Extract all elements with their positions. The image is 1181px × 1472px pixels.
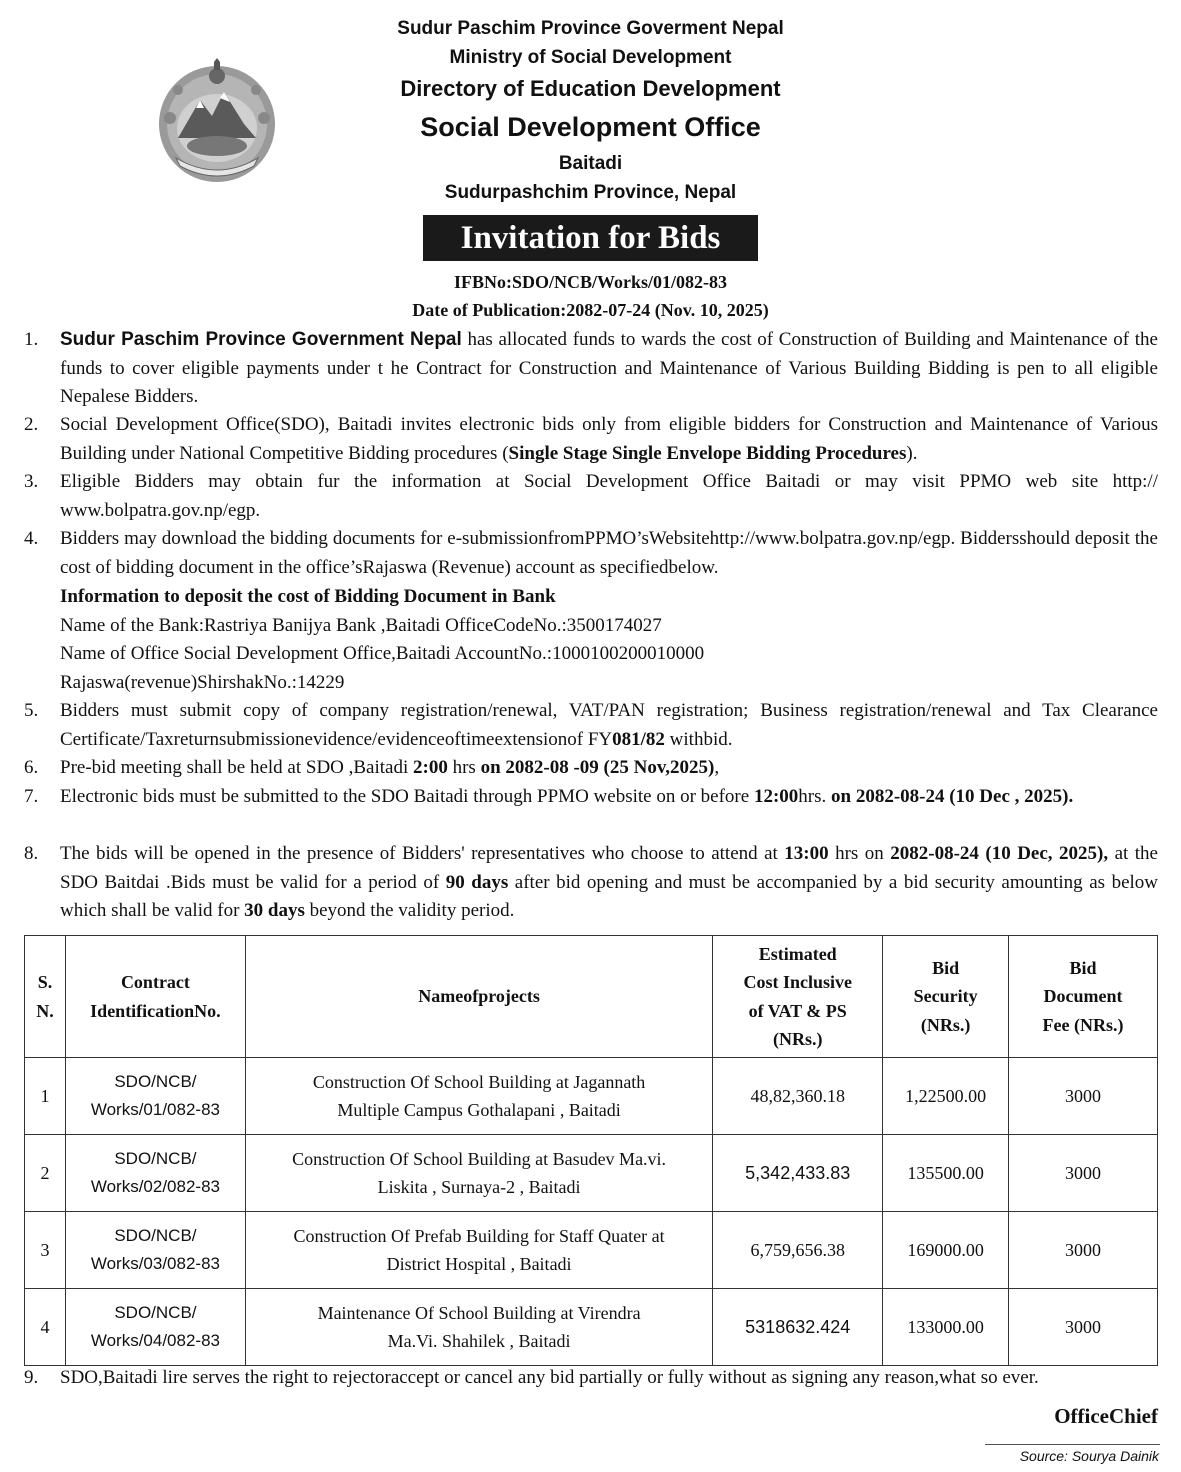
clause-4: [24, 525, 1158, 582]
bank-info: [60, 583, 704, 697]
clause-number: 9.: [24, 1367, 39, 1388]
clause-9: [24, 1364, 1158, 1392]
clause-text-end: beyond the validity period.: [304, 900, 515, 921]
clause-text-mid: hrs on: [828, 843, 891, 864]
clause-bold-days: 30 days: [244, 900, 305, 921]
clause-number: 8.: [24, 843, 39, 864]
cell-fee: 3000: [1009, 1058, 1158, 1135]
clause-8: [24, 840, 1158, 926]
table-row: [25, 1212, 1158, 1289]
cell-contract-id: SDO/NCB/ Works/02/082-83: [65, 1135, 245, 1212]
table-header-row: [25, 936, 1158, 1058]
header-line-5: Baitadi: [558, 153, 623, 174]
header-line-1: Sudur Paschim Province Goverment Nepal: [397, 18, 784, 39]
cell-fee: 3000: [1009, 1135, 1158, 1212]
cell-fee: 3000: [1009, 1289, 1158, 1366]
clause-bold-date: on 2082-08-24 (10 Dec , 2025).: [831, 786, 1074, 807]
cell-contract-id: SDO/NCB/ Works/04/082-83: [65, 1289, 245, 1366]
header-line-4: Social Development Office: [420, 112, 761, 142]
clause-bold-time: 12:00: [753, 786, 799, 807]
cell-project-name: Construction Of School Building at Jagannath Multiple Campus Gothalapani , Baitadi: [245, 1058, 712, 1135]
clause-text: Eligible Bidders may obtain fur the information at Social Development Office Baitadi or may visit PPMO web site http:// www.bolpatra.gov.np/egp.: [60, 471, 1158, 521]
clause-5: [24, 697, 1158, 754]
clause-number: 2.: [24, 414, 39, 435]
clause-3: [24, 468, 1158, 525]
cell-sn: 3: [25, 1212, 66, 1289]
cell-sn: 4: [25, 1289, 66, 1366]
table-row: [25, 1289, 1158, 1366]
clause-bold: Single Stage Single Envelope Bidding Procedures: [508, 442, 907, 464]
table-row: [25, 1135, 1158, 1212]
clause-text: Electronic bids must be submitted to the SDO Baitadi through PPMO website on or before: [60, 786, 754, 807]
cell-sn: 2: [25, 1135, 66, 1212]
header-line-2: Ministry of Social Development: [449, 47, 732, 68]
clause-text-end: ).: [906, 442, 918, 464]
cell-security: 169000.00: [883, 1212, 1009, 1289]
bank-info-heading: Information to deposit the cost of Bidding Document in Bank: [60, 586, 556, 607]
cell-contract-id: SDO/NCB/ Works/03/082-83: [65, 1212, 245, 1289]
clause-bold-date: on 2082-08 -09 (25 Nov,2025): [480, 757, 715, 778]
clause-text-mid: at the SDO Baitdai .Bids must be valid for a period of: [60, 843, 1158, 893]
clause-text: Bidders must submit copy of company registration/renewal, VAT/PAN registration; Business registration/renewal and Tax Clearance Certificate/Taxreturnsubmissionevidence/evidenceoftimeextensionof FY: [60, 700, 1158, 750]
cell-cost: 5,342,433.83: [713, 1135, 883, 1212]
cell-project-name: Maintenance Of School Building at Virendra Ma.Vi. Shahilek , Baitadi: [245, 1289, 712, 1366]
clause-number: 1.: [24, 329, 39, 350]
clause-number: 4.: [24, 528, 39, 549]
header-contract-id: Contract IdentificationNo.: [65, 936, 245, 1058]
table-row: [25, 1058, 1158, 1135]
clause-text-mid: after bid opening and must be accompanied by a bid security amounting as below which shall be valid for: [60, 871, 1159, 921]
clause-text: Social Development Office(SDO), Baitadi invites electronic bids only from eligible bidders for Construction and Maintenance of Various Building under National Competitive Bidding procedures (: [60, 414, 1158, 464]
clause-1: [24, 326, 1158, 412]
header-bid-fee: Bid Document Fee (NRs.): [1009, 936, 1158, 1058]
clause-bold: Sudur Paschim Province Government Nepal: [60, 329, 462, 350]
clause-2: [24, 411, 1158, 468]
notice-title: Invitation for Bids: [423, 215, 758, 261]
bank-info-line-2: Name of Office Social Development Office,Baitadi AccountNo.:1000100200010000: [60, 643, 705, 664]
cell-project-name: Construction Of School Building at Basudev Ma.vi. Liskita , Surnaya-2 , Baitadi: [245, 1135, 712, 1212]
clause-number: 7.: [24, 786, 39, 807]
clause-text-end: withbid.: [664, 728, 733, 750]
publication-date: Date of Publication:2082-07-24 (Nov. 10, 2025): [412, 300, 769, 320]
clause-number: 6.: [24, 757, 39, 778]
cell-security: 133000.00: [883, 1289, 1009, 1366]
cell-fee: 3000: [1009, 1212, 1158, 1289]
bank-info-line-3: Rajaswa(revenue)ShirshakNo.:14229: [60, 671, 345, 693]
cell-contract-id: SDO/NCB/ Works/01/082-83: [65, 1058, 245, 1135]
cell-sn: 1: [25, 1058, 66, 1135]
clause-bold-date: 2082-08-24 (10 Dec, 2025),: [890, 843, 1109, 864]
clause-text: SDO,Baitadi lire serves the right to rejectoraccept or cancel any bid partially or fully without as signing any reason,what so ever.: [60, 1367, 1039, 1388]
header-estimated-cost: Estimated Cost Inclusive of VAT & PS (NRs.): [713, 936, 883, 1058]
cell-cost: 6,759,656.38: [713, 1212, 883, 1289]
clause-bold-days: 90 days: [445, 871, 509, 893]
clause-bold-time: 13:00: [784, 843, 829, 864]
clause-6: [24, 754, 1158, 783]
cell-cost: 48,82,360.18: [713, 1058, 883, 1135]
header-sn: S. N.: [25, 936, 66, 1058]
bids-table: [24, 935, 1158, 1366]
clause-number: 3.: [24, 471, 39, 492]
ifb-number: IFBNo:SDO/NCB/Works/01/082-83: [453, 272, 728, 292]
cell-security: 1,22500.00: [883, 1058, 1009, 1135]
cell-cost: 5318632.424: [713, 1289, 883, 1366]
clause-text: Pre-bid meeting shall be held at SDO ,Baitadi: [60, 757, 414, 778]
cell-project-name: Construction Of Prefab Building for Staff Quater at District Hospital , Baitadi: [245, 1212, 712, 1289]
clause-7: [24, 783, 1158, 812]
header-line-6: Sudurpashchim Province, Nepal: [444, 182, 737, 203]
bank-info-line-1: Name of the Bank:Rastriya Banijya Bank ,Baitadi OfficeCodeNo.:3500174027: [60, 614, 662, 636]
header-project-name: Nameofprojects: [245, 936, 712, 1058]
clause-text: The bids will be opened in the presence of Bidders' representatives who choose to attend at: [60, 843, 785, 864]
clause-text-mid: hrs.: [798, 786, 831, 807]
clause-text-mid: hrs: [447, 757, 481, 778]
clause-bold-time: 2:00: [413, 757, 448, 778]
clause-text: has allocated funds to wards the cost of Construction of Building and Maintenance of the funds to cover eligible payments under t he Contract for Construction and Maintenance of Various Building Bidding is pen to all eligible Nepalese Bidders.: [60, 329, 1158, 407]
signature: OfficeChief: [1054, 1404, 1158, 1428]
source-divider: [985, 1444, 1160, 1445]
header-bid-security: Bid Security (NRs.): [883, 936, 1009, 1058]
header-line-3: Directory of Education Development: [400, 76, 781, 101]
clause-text-end: ,: [714, 757, 720, 778]
clause-text: Bidders may download the bidding documents for e-submissionfromPPMO’sWebsitehttp://www.bolpatra.gov.np/egp. Biddersshould deposit the cost of bidding document in the office’sRajaswa (Revenue) account as specifiedbelow.: [60, 528, 1158, 578]
source-credit: Source: Sourya Dainik: [1019, 1448, 1159, 1464]
cell-security: 135500.00: [883, 1135, 1009, 1212]
clause-number: 5.: [24, 700, 39, 721]
clause-bold: 081/82: [612, 728, 665, 750]
